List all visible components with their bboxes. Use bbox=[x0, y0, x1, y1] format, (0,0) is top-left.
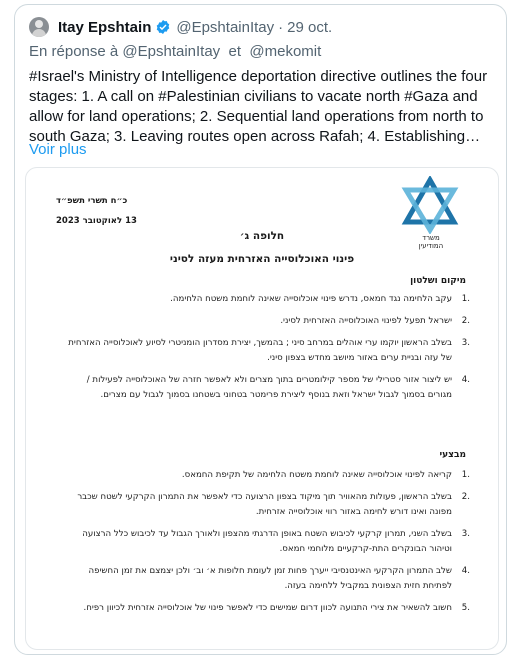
tweet-text: #Israel's Ministry of Intelligence deportation directive outlines the four stages: 1. A call on #Palestinian civilians to vacate north #Gaza and allow for land operations; 2. Sequential land operations from north to south Gaza; 3. Leaving routes open across Rafah; 4. Establishing… bbox=[29, 68, 488, 145]
see-more-link[interactable]: Voir plus bbox=[29, 141, 87, 158]
separator-dot: · bbox=[278, 18, 284, 36]
reply-mention-1[interactable]: @EpshtainItay bbox=[122, 43, 221, 60]
section-list-location bbox=[65, 292, 470, 410]
tweet-card[interactable] bbox=[14, 4, 507, 655]
list-item: .4 שלב התמרון הקרקעי האינטנסיבי ייערך פחות זמן לעומת חלופות א׳ וב׳ ולכן יצמצם את זמן החשיפה לפתיחת חזית הצפונית במקביל ללחימה בעזה. bbox=[88, 566, 470, 591]
tweet-date[interactable]: 29 oct. bbox=[287, 18, 333, 36]
reply-mention-2[interactable]: @mekomit bbox=[249, 43, 322, 60]
document-date-hebrew: כ״ח תשרי תשפ״ד bbox=[56, 196, 128, 206]
reply-prefix: En réponse à bbox=[29, 43, 119, 60]
ministry-logo-icon bbox=[399, 176, 461, 234]
document-subtitle: פינוי האוכלוסייה האזרחית מעזה לסיני bbox=[169, 253, 355, 265]
document-date-gregorian: 13 לאוקטובר 2023 bbox=[56, 216, 137, 226]
avatar[interactable] bbox=[29, 17, 49, 37]
author-handle[interactable]: @EpshtainItay bbox=[176, 18, 275, 36]
logo-caption: משרד המודיעין bbox=[418, 234, 444, 250]
section-title-location: מיקום ושלטון bbox=[410, 276, 466, 286]
reply-and: et bbox=[228, 43, 242, 60]
list-item: .1 עקב הלחימה נגד חמאס, נדרש פינוי אוכלוסייה שאינה לוחמת משטח הלחימה. bbox=[170, 294, 470, 304]
list-item: .5 חשוב להשאיר את צירי התנועה לכוון דרום שמישים כדי לאפשר פינוי של אוכלוסייה אזרחית לכיוון רפיח. bbox=[83, 603, 470, 613]
list-item: .2 בשלב הראשון, פעולות מהאוויר תוך מיקוד בצפון הרצועה כדי לאפשר את התמרון הקרקעי לשטח שכבר מפונה ואינו דורש לחימה באזור רווי אוכלוסייה אזרחית. bbox=[77, 492, 470, 517]
list-item: .3 בשלב השני, תמרון קרקעי לכיבוש השטח באופן הדרגתי מהצפון ולאורך הגבול עד לכיבוש כלל הרצועה וטיהור הבונקרים התת-קרקעיים מלוחמי חמאס. bbox=[82, 529, 470, 554]
list-item: .3 בשלב הראשון יוקמו ערי אוהלים במרחב סיני ; בהמשך, יצירת מסדרון הומניטרי לסיוע לאוכלוסייה האזרחית של עזה ובניית ערים באזור מיושב מחדש בצפון סיני. bbox=[68, 338, 470, 363]
verified-badge-icon bbox=[155, 19, 171, 35]
section-list-operational bbox=[65, 468, 470, 623]
author-name[interactable]: Itay Epshtain bbox=[58, 18, 152, 36]
list-item: .4 יש ליצור אזור סטרילי של מספר קילומטרים בתוך מצרים ולא לאפשר חזרה של האוכלוסייה לפעילות / מגורים בסמוך לגבול ישראל וזאת בנוסף ליצירת פרימטר בטחוני בשטחנו בסמוך לגבול עם מצרים. bbox=[86, 375, 470, 400]
tweet-header bbox=[29, 16, 332, 38]
list-item: .2 ישראל תפעל לפינוי האוכלוסייה האזרחית לסיני. bbox=[280, 316, 470, 326]
section-title-operational: מבצעי bbox=[439, 450, 466, 460]
reply-context bbox=[29, 43, 321, 60]
list-item: .1 קריאה לפינוי אוכלוסייה שאינה לוחמת משטח הלחימה של תקיפת החמאס. bbox=[181, 470, 470, 480]
attached-document-image[interactable] bbox=[25, 167, 499, 650]
document-title: חלופה ג׳ bbox=[239, 230, 285, 242]
